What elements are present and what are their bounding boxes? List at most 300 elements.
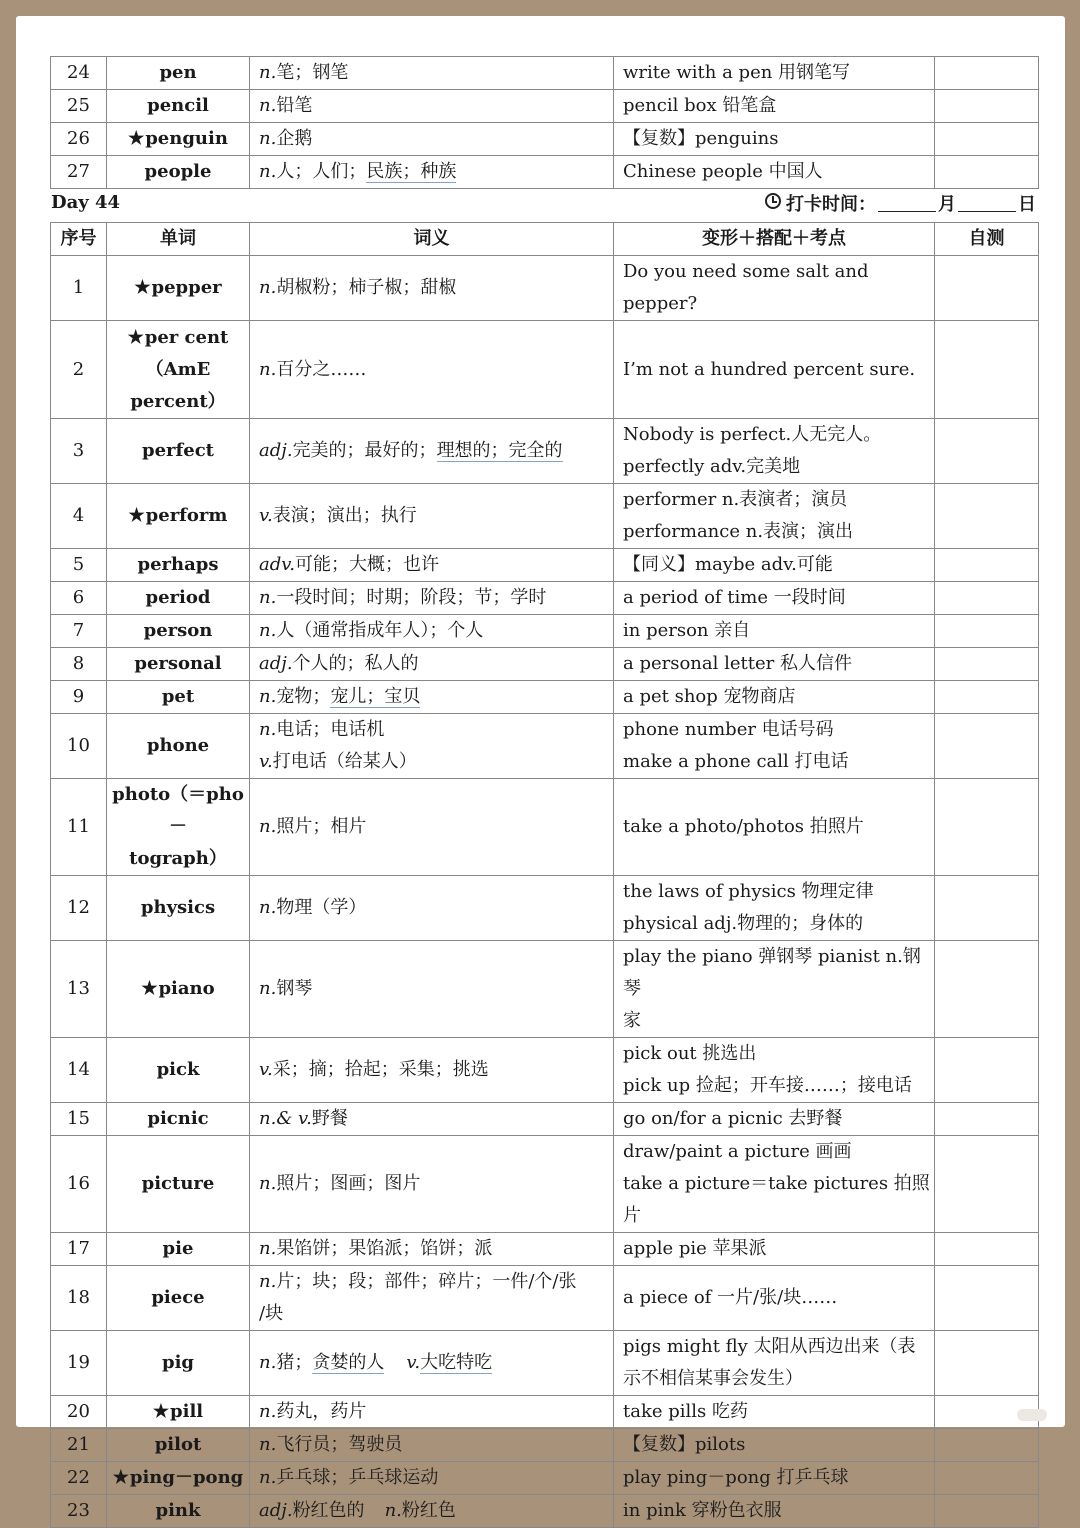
row-number: 1 bbox=[51, 256, 107, 321]
meaning-cell bbox=[250, 615, 614, 648]
extension-cell bbox=[614, 648, 935, 681]
word-cell bbox=[107, 681, 250, 714]
meaning-cell bbox=[250, 714, 614, 779]
extension-line: write with a pen 用钢笔写 bbox=[623, 62, 851, 83]
word-cell bbox=[107, 1396, 250, 1429]
extension-cell bbox=[614, 321, 935, 419]
part-of-speech: n. bbox=[259, 686, 277, 707]
month-unit: 月 bbox=[938, 194, 956, 215]
word-line bbox=[107, 582, 249, 614]
word-text: perform bbox=[145, 505, 228, 526]
word-line bbox=[107, 1495, 249, 1527]
word-line bbox=[107, 156, 249, 188]
self-test-cell[interactable] bbox=[935, 714, 1039, 779]
meaning-cell bbox=[250, 648, 614, 681]
row-number: 16 bbox=[51, 1136, 107, 1233]
self-test-cell[interactable] bbox=[935, 256, 1039, 321]
word-text: people bbox=[144, 161, 212, 182]
meaning-line bbox=[259, 354, 613, 386]
meaning-text: 铅笔 bbox=[276, 95, 313, 116]
table-row bbox=[51, 1331, 1039, 1396]
word-cell bbox=[107, 1495, 250, 1528]
extension-line: in pink 穿粉色衣服 bbox=[623, 1500, 782, 1521]
meaning-cell bbox=[250, 1136, 614, 1233]
extension-line: physical adj.物理的；身体的 bbox=[623, 913, 864, 934]
table-row bbox=[51, 256, 1039, 321]
meaning-text: 粉红色 bbox=[401, 1500, 456, 1521]
table-row bbox=[51, 714, 1039, 779]
meaning-text: 果馅饼；果馅派；馅饼；派 bbox=[276, 1238, 493, 1259]
word-cell bbox=[107, 615, 250, 648]
word-line bbox=[107, 322, 249, 354]
header-self-test: 自测 bbox=[935, 223, 1039, 256]
extension-cell bbox=[614, 1266, 935, 1331]
star-icon: ★ bbox=[134, 277, 151, 298]
meaning-text: 片；块；段；部件；碎片；一件/个/张 bbox=[276, 1271, 577, 1292]
previous-vocabulary-table bbox=[50, 56, 1039, 189]
word-line bbox=[107, 272, 249, 304]
word-cell bbox=[107, 90, 250, 123]
word-text: percent） bbox=[130, 390, 226, 412]
table-row bbox=[51, 582, 1039, 615]
table-row bbox=[51, 1396, 1039, 1429]
self-test-cell[interactable] bbox=[935, 57, 1039, 90]
word-line bbox=[107, 843, 249, 875]
word-text: pen bbox=[159, 62, 197, 83]
word-line bbox=[107, 1429, 249, 1461]
meaning-text: 野餐 bbox=[311, 1108, 348, 1129]
extension-cell bbox=[614, 123, 935, 156]
self-test-cell[interactable] bbox=[935, 90, 1039, 123]
extension-cell bbox=[614, 1103, 935, 1136]
word-text: picture bbox=[141, 1173, 215, 1194]
extension-line: apple pie 苹果派 bbox=[623, 1238, 767, 1259]
extension-line: 家 bbox=[623, 1010, 641, 1031]
meaning-underlined: 贪婪的人 bbox=[312, 1352, 385, 1373]
part-of-speech: n. bbox=[259, 719, 277, 740]
self-test-cell[interactable] bbox=[935, 681, 1039, 714]
extension-line: 【同义】maybe adv.可能 bbox=[623, 554, 833, 575]
word-line bbox=[107, 1233, 249, 1265]
meaning-underlined: 民族；种族 bbox=[366, 161, 457, 182]
table-row bbox=[51, 1266, 1039, 1331]
row-number: 23 bbox=[51, 1495, 107, 1528]
part-of-speech: n. bbox=[259, 1467, 277, 1488]
extension-cell bbox=[614, 549, 935, 582]
meaning-text: /块 bbox=[259, 1303, 284, 1324]
meaning-cell bbox=[250, 1495, 614, 1528]
self-test-cell[interactable] bbox=[935, 1038, 1039, 1103]
meaning-line bbox=[259, 1298, 613, 1330]
part-of-speech: n. bbox=[259, 1238, 277, 1259]
extension-cell bbox=[614, 1233, 935, 1266]
word-text: per cent bbox=[144, 326, 229, 348]
word-text: personal bbox=[134, 653, 222, 674]
table-row bbox=[51, 321, 1039, 419]
extension-line: Nobody is perfect.人无完人。 bbox=[623, 424, 882, 445]
word-line bbox=[107, 681, 249, 713]
word-text: phone bbox=[146, 735, 210, 756]
row-number: 25 bbox=[51, 90, 107, 123]
extension-line: play ping－pong 打乒乓球 bbox=[623, 1467, 849, 1488]
meaning-underlined: 理想的；完全的 bbox=[436, 440, 563, 461]
part-of-speech: adj. bbox=[259, 1500, 293, 1521]
meaning-cell bbox=[250, 941, 614, 1038]
table-row bbox=[51, 779, 1039, 876]
table-row bbox=[51, 549, 1039, 582]
extension-cell bbox=[614, 1429, 935, 1462]
clock-icon bbox=[765, 193, 781, 209]
extension-line: a period of time 一段时间 bbox=[623, 587, 846, 608]
meaning-text: 电话；电话机 bbox=[276, 719, 385, 740]
self-test-cell[interactable] bbox=[935, 156, 1039, 189]
self-test-cell[interactable] bbox=[935, 1331, 1039, 1396]
meaning-cell bbox=[250, 256, 614, 321]
meaning-line bbox=[259, 1168, 613, 1200]
part-of-speech: n. bbox=[259, 128, 277, 149]
table-row bbox=[51, 1495, 1039, 1528]
part-of-speech: adj. bbox=[259, 440, 293, 461]
header-extension: 变形＋搭配＋考点 bbox=[614, 223, 935, 256]
extension-line: a pet shop 宠物商店 bbox=[623, 686, 796, 707]
row-number: 27 bbox=[51, 156, 107, 189]
meaning-line bbox=[259, 156, 613, 188]
self-test-cell[interactable] bbox=[935, 1462, 1039, 1495]
word-line bbox=[107, 648, 249, 680]
vocabulary-sheet bbox=[16, 16, 1065, 1521]
part-of-speech: n. bbox=[259, 978, 277, 999]
extension-cell bbox=[614, 90, 935, 123]
meaning-line bbox=[259, 811, 613, 843]
meaning-text: 笔；钢笔 bbox=[276, 62, 349, 83]
meaning-cell bbox=[250, 779, 614, 876]
meaning-text: 胡椒粉；柿子椒；甜椒 bbox=[276, 277, 457, 298]
meaning-text: 一段时间；时期；阶段；节；学时 bbox=[276, 587, 547, 608]
star-icon: ★ bbox=[141, 978, 158, 999]
self-test-cell[interactable] bbox=[935, 876, 1039, 941]
row-number: 22 bbox=[51, 1462, 107, 1495]
word-text: ping－pong bbox=[129, 1467, 244, 1488]
word-cell bbox=[107, 549, 250, 582]
self-test-cell[interactable] bbox=[935, 941, 1039, 1038]
word-line bbox=[107, 123, 249, 155]
meaning-cell bbox=[250, 321, 614, 419]
extension-line: phone number 电话号码 bbox=[623, 719, 834, 740]
word-cell bbox=[107, 648, 250, 681]
extension-cell bbox=[614, 1462, 935, 1495]
word-line bbox=[107, 973, 249, 1005]
meaning-text: 完美的；最好的； bbox=[292, 440, 437, 461]
part-of-speech: n. bbox=[384, 1500, 402, 1521]
extension-cell bbox=[614, 1038, 935, 1103]
row-number: 15 bbox=[51, 1103, 107, 1136]
part-of-speech: n. bbox=[259, 277, 277, 298]
header-meaning: 词义 bbox=[250, 223, 614, 256]
part-of-speech: n. bbox=[259, 95, 277, 116]
word-cell bbox=[107, 123, 250, 156]
word-text: physics bbox=[140, 897, 216, 918]
word-line bbox=[107, 730, 249, 762]
word-cell bbox=[107, 582, 250, 615]
part-of-speech: n. bbox=[259, 358, 277, 380]
corner-mark bbox=[1017, 1409, 1047, 1421]
meaning-text: 打电话（给某人） bbox=[272, 751, 417, 772]
meaning-cell bbox=[250, 1038, 614, 1103]
meaning-text: 猪； bbox=[276, 1352, 313, 1373]
extension-line: performer n.表演者；演员 bbox=[623, 489, 848, 510]
self-test-cell[interactable] bbox=[935, 1103, 1039, 1136]
row-number: 9 bbox=[51, 681, 107, 714]
extension-line: a personal letter 私人信件 bbox=[623, 653, 852, 674]
extension-line: take a picture＝take pictures 拍照片 bbox=[623, 1173, 930, 1226]
extension-cell bbox=[614, 615, 935, 648]
word-cell bbox=[107, 1136, 250, 1233]
extension-line: perfectly adv.完美地 bbox=[623, 456, 801, 477]
part-of-speech: v. bbox=[259, 1059, 273, 1080]
table-row bbox=[51, 1136, 1039, 1233]
extension-line: in person 亲自 bbox=[623, 620, 751, 641]
meaning-cell bbox=[250, 123, 614, 156]
meaning-cell bbox=[250, 549, 614, 582]
word-line bbox=[107, 615, 249, 647]
extension-cell bbox=[614, 484, 935, 549]
part-of-speech: n. bbox=[259, 62, 277, 83]
self-test-cell[interactable] bbox=[935, 123, 1039, 156]
word-cell bbox=[107, 156, 250, 189]
word-line bbox=[107, 549, 249, 581]
table-row bbox=[51, 484, 1039, 549]
part-of-speech: v. bbox=[259, 505, 273, 526]
meaning-underlined: 宠儿；宝贝 bbox=[330, 686, 421, 707]
part-of-speech: n. bbox=[259, 1352, 277, 1373]
extension-line: take a photo/photos 拍照片 bbox=[623, 816, 864, 837]
extension-line: pigs might fly 太阳从西边出来（表 bbox=[623, 1336, 916, 1357]
part-of-speech: n. bbox=[259, 1173, 277, 1194]
word-cell bbox=[107, 1233, 250, 1266]
table-row bbox=[51, 615, 1039, 648]
part-of-speech: n. bbox=[259, 1434, 277, 1455]
meaning-text: 照片；相片 bbox=[276, 816, 367, 837]
meaning-cell bbox=[250, 484, 614, 549]
self-test-cell[interactable] bbox=[935, 419, 1039, 484]
extension-cell bbox=[614, 876, 935, 941]
table-row bbox=[51, 90, 1039, 123]
meaning-text: 乒乓球；乒乓球运动 bbox=[276, 1467, 439, 1488]
meaning-line bbox=[259, 549, 613, 581]
row-number: 17 bbox=[51, 1233, 107, 1266]
self-test-cell[interactable] bbox=[935, 779, 1039, 876]
meaning-cell bbox=[250, 1429, 614, 1462]
table-row bbox=[51, 1462, 1039, 1495]
self-test-cell[interactable] bbox=[935, 549, 1039, 582]
extension-cell bbox=[614, 419, 935, 484]
word-text: pepper bbox=[151, 277, 222, 298]
word-line bbox=[107, 1054, 249, 1086]
table-row bbox=[51, 1103, 1039, 1136]
word-text: pick bbox=[156, 1059, 200, 1080]
star-icon: ★ bbox=[152, 1401, 170, 1422]
word-text: （AmE bbox=[145, 358, 211, 380]
part-of-speech: adv. bbox=[259, 554, 296, 575]
meaning-line bbox=[259, 582, 613, 614]
table-row bbox=[51, 1429, 1039, 1462]
row-number: 5 bbox=[51, 549, 107, 582]
meaning-line bbox=[259, 714, 613, 746]
part-of-speech: v. bbox=[259, 751, 273, 772]
word-cell bbox=[107, 484, 250, 549]
meaning-line bbox=[259, 681, 613, 713]
meaning-cell bbox=[250, 1103, 614, 1136]
meaning-line bbox=[259, 1462, 613, 1494]
word-cell bbox=[107, 1103, 250, 1136]
word-cell bbox=[107, 419, 250, 484]
meaning-cell bbox=[250, 57, 614, 90]
self-test-cell[interactable] bbox=[935, 648, 1039, 681]
row-number: 11 bbox=[51, 779, 107, 876]
row-number: 14 bbox=[51, 1038, 107, 1103]
extension-line: pencil box 铅笔盒 bbox=[623, 95, 777, 116]
meaning-text: 个人的；私人的 bbox=[292, 653, 419, 674]
word-text: pink bbox=[155, 1500, 201, 1521]
word-line bbox=[107, 354, 249, 386]
meaning-underlined: 大吃特吃 bbox=[420, 1352, 493, 1373]
word-cell bbox=[107, 941, 250, 1038]
extension-cell bbox=[614, 1136, 935, 1233]
table-header-row bbox=[51, 223, 1039, 256]
word-text: piano bbox=[158, 978, 215, 999]
extension-cell bbox=[614, 57, 935, 90]
meaning-line bbox=[259, 1396, 613, 1428]
word-cell bbox=[107, 1429, 250, 1462]
table-row bbox=[51, 681, 1039, 714]
word-line bbox=[107, 892, 249, 924]
self-test-cell[interactable] bbox=[935, 582, 1039, 615]
word-cell bbox=[107, 1038, 250, 1103]
extension-line: take pills 吃药 bbox=[623, 1401, 748, 1422]
row-number: 10 bbox=[51, 714, 107, 779]
row-number: 8 bbox=[51, 648, 107, 681]
word-text: pig bbox=[161, 1352, 194, 1373]
word-cell bbox=[107, 1331, 250, 1396]
part-of-speech: n. bbox=[259, 587, 277, 608]
self-test-cell[interactable] bbox=[935, 484, 1039, 549]
row-number: 21 bbox=[51, 1429, 107, 1462]
meaning-line bbox=[259, 973, 613, 1005]
meaning-line bbox=[259, 272, 613, 304]
meaning-text: 药丸，药片 bbox=[276, 1401, 367, 1422]
meaning-text: 人；人们； bbox=[276, 161, 367, 182]
word-text: photo（＝pho－ bbox=[112, 784, 244, 837]
table-row bbox=[51, 123, 1039, 156]
part-of-speech: n. bbox=[259, 897, 277, 918]
meaning-line bbox=[259, 1429, 613, 1461]
meaning-cell bbox=[250, 419, 614, 484]
meaning-text: 宠物； bbox=[276, 686, 331, 707]
part-of-speech: adj. bbox=[259, 653, 293, 674]
day-label: Day 44 bbox=[51, 192, 121, 213]
meaning-cell bbox=[250, 876, 614, 941]
word-text: pie bbox=[162, 1238, 194, 1259]
self-test-cell[interactable] bbox=[935, 1136, 1039, 1233]
word-line bbox=[107, 1462, 249, 1494]
row-number: 4 bbox=[51, 484, 107, 549]
extension-cell bbox=[614, 714, 935, 779]
row-number: 20 bbox=[51, 1396, 107, 1429]
extension-line: the laws of physics 物理定律 bbox=[623, 881, 874, 902]
extension-line: 示不相信某事会发生） bbox=[623, 1368, 803, 1389]
meaning-text: 百分之…… bbox=[276, 358, 367, 380]
row-number: 18 bbox=[51, 1266, 107, 1331]
part-of-speech: v. bbox=[406, 1352, 421, 1373]
self-test-cell[interactable] bbox=[935, 321, 1039, 419]
header-word: 单词 bbox=[107, 223, 250, 256]
word-text: pill bbox=[170, 1401, 204, 1422]
word-line bbox=[107, 57, 249, 89]
extension-line: I’m not a hundred percent sure. bbox=[623, 358, 916, 380]
table-row bbox=[51, 1233, 1039, 1266]
star-icon: ★ bbox=[127, 326, 144, 348]
extension-line: pick up 捡起；开车接……；接电话 bbox=[623, 1075, 912, 1096]
meaning-text: 照片；图画；图片 bbox=[276, 1173, 421, 1194]
row-number: 6 bbox=[51, 582, 107, 615]
meaning-cell bbox=[250, 1266, 614, 1331]
table-row bbox=[51, 648, 1039, 681]
extension-cell bbox=[614, 681, 935, 714]
extension-line: Do you need some salt and pepper? bbox=[623, 261, 869, 314]
word-line bbox=[107, 435, 249, 467]
self-test-cell[interactable] bbox=[935, 1266, 1039, 1331]
day-blank[interactable] bbox=[958, 190, 1016, 212]
table-row bbox=[51, 57, 1039, 90]
self-test-cell[interactable] bbox=[935, 1233, 1039, 1266]
word-cell bbox=[107, 1462, 250, 1495]
month-blank[interactable] bbox=[878, 190, 936, 212]
extension-line: pick out 挑选出 bbox=[623, 1043, 757, 1064]
table-row bbox=[51, 156, 1039, 189]
checkin-label: 打卡时间： bbox=[786, 194, 876, 215]
table-row bbox=[51, 941, 1039, 1038]
word-cell bbox=[107, 876, 250, 941]
word-text: pet bbox=[161, 686, 195, 707]
row-number: 24 bbox=[51, 57, 107, 90]
meaning-line bbox=[259, 615, 613, 647]
row-number: 12 bbox=[51, 876, 107, 941]
meaning-cell bbox=[250, 1331, 614, 1396]
word-line bbox=[107, 1282, 249, 1314]
row-number: 13 bbox=[51, 941, 107, 1038]
extension-cell bbox=[614, 256, 935, 321]
meaning-cell bbox=[250, 156, 614, 189]
part-of-speech: n. bbox=[259, 620, 277, 641]
extension-cell bbox=[614, 582, 935, 615]
row-number: 3 bbox=[51, 419, 107, 484]
self-test-cell[interactable] bbox=[935, 1429, 1039, 1462]
meaning-text: 钢琴 bbox=[276, 978, 313, 999]
meaning-line bbox=[259, 435, 613, 467]
self-test-cell[interactable] bbox=[935, 615, 1039, 648]
word-cell bbox=[107, 779, 250, 876]
extension-line: 【复数】penguins bbox=[623, 128, 779, 149]
self-test-cell[interactable] bbox=[935, 1495, 1039, 1528]
checkin-time bbox=[765, 190, 1036, 216]
meaning-text: 飞行员；驾驶员 bbox=[276, 1434, 403, 1455]
word-cell bbox=[107, 1266, 250, 1331]
extension-line: make a phone call 打电话 bbox=[623, 751, 849, 772]
extension-line: 【复数】pilots bbox=[623, 1434, 746, 1455]
word-cell bbox=[107, 321, 250, 419]
word-line bbox=[107, 779, 249, 843]
star-icon: ★ bbox=[112, 1467, 129, 1488]
